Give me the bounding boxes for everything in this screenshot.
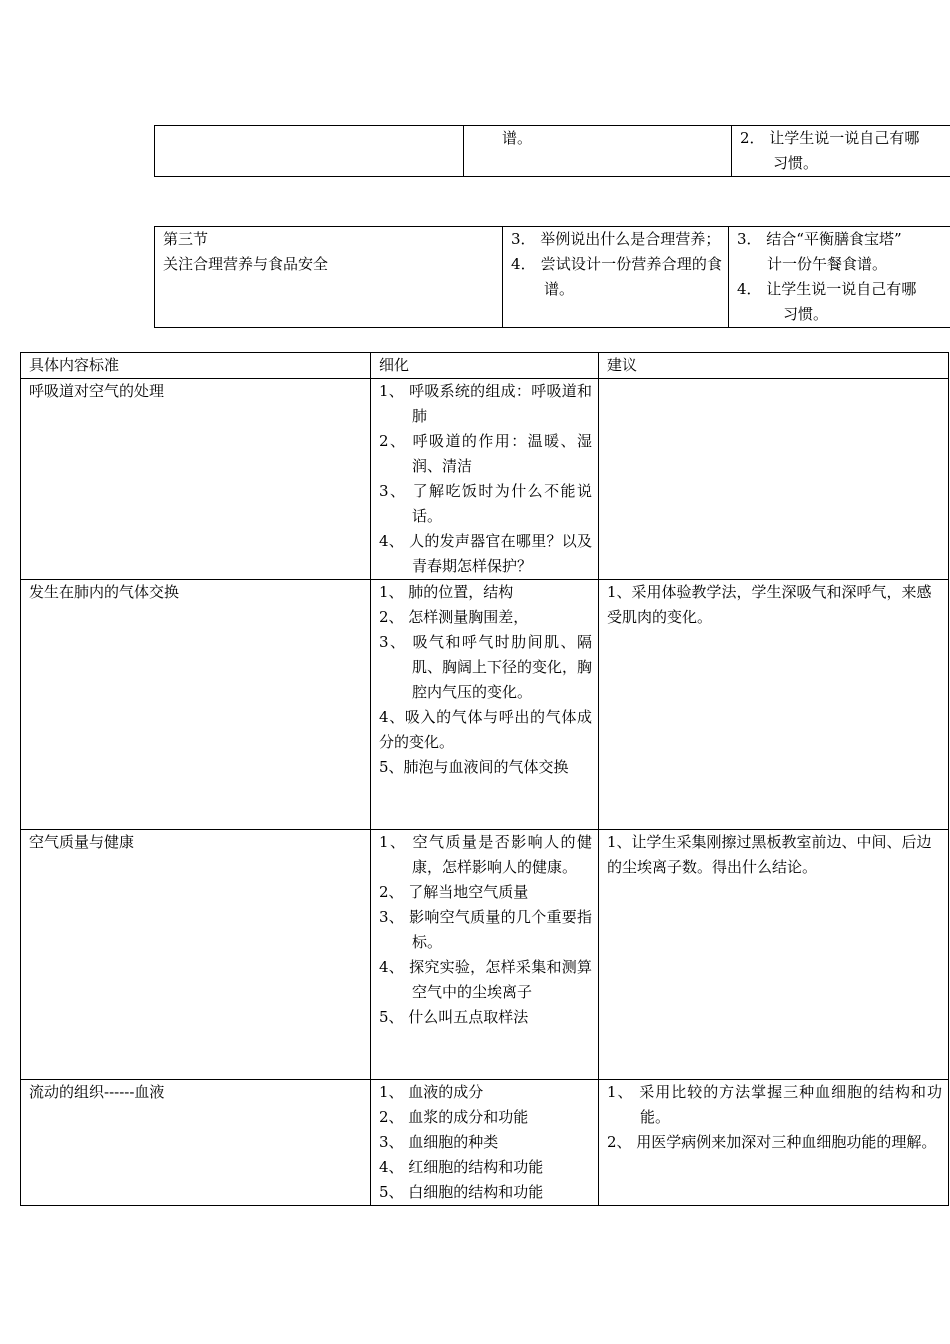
table-section-3 [154, 226, 950, 328]
standard-cell: 流动的组织------血液 [21, 1080, 371, 1206]
list-item: 1、 血液的成分 [379, 1083, 484, 1101]
list-item: 习惯。 [783, 305, 829, 323]
table-cell [464, 126, 732, 177]
table-cell [503, 227, 729, 328]
table-fragment-1 [154, 125, 950, 177]
table-row [21, 1080, 949, 1206]
list-item: 4、吸入的气体与呼出的气体成分的变化。 [379, 708, 592, 751]
details-cell [371, 1080, 599, 1206]
list-item: 4、 红细胞的结构和功能 [379, 1158, 544, 1176]
list-item: 3、 吸气和呼气时肋间肌、隔肌、胸阔上下径的变化，胸腔内气压的变化。 [379, 633, 593, 701]
list-item: 5、 什么叫五点取样法 [379, 1008, 529, 1026]
cell-text: 谱。 [502, 129, 533, 147]
content-standards-table [20, 352, 949, 1206]
table-row [21, 580, 949, 830]
list-item: 4、 探究实验，怎样采集和测算空气中的尘埃离子 [379, 958, 592, 1001]
table-row [21, 830, 949, 1080]
list-item: 3、 血细胞的种类 [379, 1133, 499, 1151]
list-item: 4． 尝试设计一份营养合理的食谱。 [511, 255, 722, 298]
list-item: 2、 怎样测量胸围差， [379, 608, 529, 626]
cell-text: 2． 让学生说一说自己有哪 [740, 129, 920, 147]
table-cell [732, 126, 950, 177]
list-item: 2、 血浆的成分和功能 [379, 1108, 529, 1126]
standard-cell: 呼吸道对空气的处理 [21, 379, 371, 580]
list-item: 1、采用体验教学法，学生深吸气和深呼气，来感受肌肉的变化。 [607, 583, 932, 626]
list-item: 3、 了解吃饭时为什么不能说话。 [379, 482, 592, 525]
details-cell [371, 379, 599, 580]
table-row [21, 379, 949, 580]
table-row [155, 227, 950, 328]
list-item: 1、 肺的位置，结构 [379, 583, 514, 601]
section-title: 关注合理营养与食品安全 [163, 255, 329, 273]
table-row [155, 126, 950, 177]
column-header: 具体内容标准 [21, 353, 371, 379]
list-item: 5、 白细胞的结构和功能 [379, 1183, 544, 1201]
standard-cell: 发生在肺内的气体交换 [21, 580, 371, 830]
suggestions-cell [599, 1080, 949, 1206]
list-item: 1、 采用比较的方法掌握三种血细胞的结构和功能。 [607, 1083, 942, 1126]
standard-cell: 空气质量与健康 [21, 830, 371, 1080]
suggestions-cell [599, 830, 949, 1080]
table-cell [155, 126, 464, 177]
list-item: 5、肺泡与血液间的气体交换 [379, 758, 569, 776]
list-item: 4、 人的发声器官在哪里？以及青春期怎样保护？ [379, 532, 592, 575]
details-cell [371, 830, 599, 1080]
list-item: 1、让学生采集刚擦过黑板教室前边、中间、后边的尘埃离子数。得出什么结论。 [607, 833, 932, 876]
list-item: 计一份午餐食谱。 [767, 255, 888, 273]
suggestions-cell [599, 580, 949, 830]
list-item: 2、 用医学病例来加深对三种血细胞功能的理解。 [607, 1133, 937, 1151]
list-item: 3． 结合“平衡膳食宝塔” [737, 230, 902, 248]
column-header: 细化 [371, 353, 599, 379]
table-cell [155, 227, 503, 328]
list-item: 1、 呼吸系统的组成：呼吸道和肺 [379, 382, 592, 425]
details-cell [371, 580, 599, 830]
list-item: 4． 让学生说一说自己有哪 [737, 280, 917, 298]
table-header-row [21, 353, 949, 379]
list-item: 1、 空气质量是否影响人的健康，怎样影响人的健康。 [379, 833, 592, 876]
table-cell [729, 227, 950, 328]
list-item: 3． 举例说出什么是合理营养； [511, 230, 721, 248]
list-item: 3、 影响空气质量的几个重要指标。 [379, 908, 592, 951]
list-item: 2、 呼吸道的作用：温暖、湿润、清洁 [379, 432, 592, 475]
list-item: 2、 了解当地空气质量 [379, 883, 529, 901]
suggestions-cell [599, 379, 949, 580]
section-number: 第三节 [163, 230, 209, 248]
column-header: 建议 [599, 353, 949, 379]
cell-text: 习惯。 [773, 154, 819, 172]
